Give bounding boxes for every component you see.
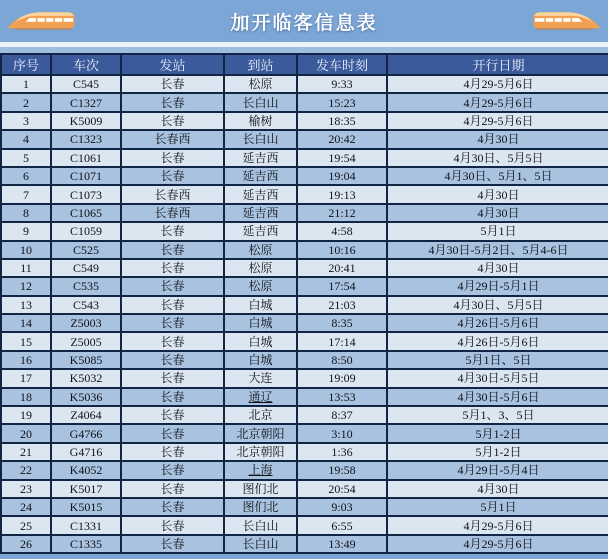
- cell-to: 松原: [224, 241, 297, 259]
- cell-dates: 4月29-5月6日: [387, 516, 608, 534]
- cell-train: K5017: [51, 480, 121, 498]
- column-header-dates: 开行日期: [387, 54, 608, 75]
- cell-time: 19:58: [297, 461, 387, 479]
- cell-from: 长春: [121, 498, 224, 516]
- cell-from: 长春西: [121, 130, 224, 148]
- cell-from: 长春西: [121, 204, 224, 222]
- train-right-icon: [532, 7, 602, 35]
- cell-from: 长春: [121, 241, 224, 259]
- cell-from: 长春: [121, 480, 224, 498]
- cell-seq: 26: [1, 535, 51, 553]
- cell-to: 长白山: [224, 93, 297, 111]
- banner: [0, 0, 608, 42]
- cell-to: 北京朝阳: [224, 443, 297, 461]
- cell-seq: 24: [1, 498, 51, 516]
- cell-seq: 14: [1, 314, 51, 332]
- cell-to: 上海: [224, 461, 297, 479]
- cell-seq: 18: [1, 388, 51, 406]
- column-header-from: 发站: [121, 54, 224, 75]
- cell-dates: 5月1日、5日: [387, 351, 608, 369]
- cell-time: 3:10: [297, 424, 387, 442]
- cell-from: 长春: [121, 296, 224, 314]
- cell-dates: 4月26日-5月6日: [387, 314, 608, 332]
- cell-from: 长春: [121, 149, 224, 167]
- cell-seq: 12: [1, 277, 51, 295]
- cell-from: 长春: [121, 388, 224, 406]
- cell-train: K5015: [51, 498, 121, 516]
- cell-dates: 5月1日: [387, 498, 608, 516]
- cell-train: K5009: [51, 112, 121, 130]
- cell-time: 13:49: [297, 535, 387, 553]
- cell-time: 13:53: [297, 388, 387, 406]
- cell-dates: 4月30日-5月2日、5月4-6日: [387, 241, 608, 259]
- cell-to: 白城: [224, 314, 297, 332]
- cell-time: 8:35: [297, 314, 387, 332]
- cell-from: 长春: [121, 167, 224, 185]
- cell-dates: 4月29-5月6日: [387, 112, 608, 130]
- cell-time: 19:13: [297, 185, 387, 203]
- cell-seq: 7: [1, 185, 51, 203]
- cell-time: 20:54: [297, 480, 387, 498]
- cell-dates: 4月30日: [387, 204, 608, 222]
- cell-seq: 15: [1, 332, 51, 350]
- table-row: [1, 259, 608, 277]
- cell-train: Z5005: [51, 332, 121, 350]
- cell-from: 长春: [121, 222, 224, 240]
- cell-to: 延吉西: [224, 149, 297, 167]
- cell-train: C535: [51, 277, 121, 295]
- cell-to: 白城: [224, 332, 297, 350]
- cell-to: 松原: [224, 75, 297, 93]
- cell-time: 17:54: [297, 277, 387, 295]
- cell-train: C1065: [51, 204, 121, 222]
- schedule-table: [0, 53, 608, 554]
- cell-seq: 5: [1, 149, 51, 167]
- cell-time: 6:55: [297, 516, 387, 534]
- cell-to: 松原: [224, 259, 297, 277]
- cell-train: K5036: [51, 388, 121, 406]
- cell-from: 长春西: [121, 185, 224, 203]
- cell-train: C1327: [51, 93, 121, 111]
- cell-seq: 19: [1, 406, 51, 424]
- cell-to: 通辽: [224, 388, 297, 406]
- table-row: [1, 149, 608, 167]
- column-header-train: 车次: [51, 54, 121, 75]
- column-header-to: 到站: [224, 54, 297, 75]
- table-row: [1, 222, 608, 240]
- cell-time: 1:36: [297, 443, 387, 461]
- cell-time: 8:37: [297, 406, 387, 424]
- cell-from: 长春: [121, 535, 224, 553]
- table-row: [1, 204, 608, 222]
- cell-train: K5032: [51, 369, 121, 387]
- cell-from: 长春: [121, 516, 224, 534]
- table-row: [1, 424, 608, 442]
- cell-time: 21:12: [297, 204, 387, 222]
- table-row: [1, 388, 608, 406]
- column-header-time: 发车时刻: [297, 54, 387, 75]
- cell-train: K5085: [51, 351, 121, 369]
- cell-to: 延吉西: [224, 204, 297, 222]
- cell-train: C1061: [51, 149, 121, 167]
- cell-to: 松原: [224, 277, 297, 295]
- cell-dates: 4月30日-5月5日: [387, 369, 608, 387]
- table-row: [1, 480, 608, 498]
- cell-to: 北京朝阳: [224, 424, 297, 442]
- cell-dates: 5月1、3、5日: [387, 406, 608, 424]
- cell-to: 延吉西: [224, 222, 297, 240]
- cell-dates: 5月1-2日: [387, 443, 608, 461]
- table-row: [1, 516, 608, 534]
- cell-seq: 3: [1, 112, 51, 130]
- cell-time: 20:41: [297, 259, 387, 277]
- cell-time: 9:33: [297, 75, 387, 93]
- train-left-icon: [6, 7, 76, 35]
- cell-train: C1331: [51, 516, 121, 534]
- cell-from: 长春: [121, 461, 224, 479]
- cell-seq: 20: [1, 424, 51, 442]
- cell-dates: 4月29日-5月4日: [387, 461, 608, 479]
- cell-dates: 4月30日、5月5日: [387, 296, 608, 314]
- cell-time: 19:54: [297, 149, 387, 167]
- cell-to: 延吉西: [224, 167, 297, 185]
- cell-seq: 16: [1, 351, 51, 369]
- cell-to: 白城: [224, 296, 297, 314]
- cell-time: 10:16: [297, 241, 387, 259]
- cell-seq: 21: [1, 443, 51, 461]
- cell-time: 19:09: [297, 369, 387, 387]
- cell-to: 长白山: [224, 130, 297, 148]
- cell-time: 15:23: [297, 93, 387, 111]
- cell-from: 长春: [121, 332, 224, 350]
- cell-from: 长春: [121, 369, 224, 387]
- cell-from: 长春: [121, 351, 224, 369]
- cell-to: 延吉西: [224, 185, 297, 203]
- cell-seq: 4: [1, 130, 51, 148]
- cell-dates: 4月30日: [387, 185, 608, 203]
- cell-dates: 4月30日: [387, 259, 608, 277]
- cell-dates: 4月30日: [387, 480, 608, 498]
- cell-seq: 2: [1, 93, 51, 111]
- cell-from: 长春: [121, 277, 224, 295]
- cell-dates: 4月30日: [387, 130, 608, 148]
- cell-seq: 6: [1, 167, 51, 185]
- cell-time: 8:50: [297, 351, 387, 369]
- cell-train: C543: [51, 296, 121, 314]
- cell-dates: 4月30日、5月5日: [387, 149, 608, 167]
- cell-to: 白城: [224, 351, 297, 369]
- cell-seq: 22: [1, 461, 51, 479]
- cell-train: Z4064: [51, 406, 121, 424]
- cell-to: 长白山: [224, 535, 297, 553]
- table-row: [1, 185, 608, 203]
- table-row: [1, 498, 608, 516]
- cell-from: 长春: [121, 93, 224, 111]
- table-row: [1, 93, 608, 111]
- cell-train: G4716: [51, 443, 121, 461]
- cell-train: C1059: [51, 222, 121, 240]
- cell-to: 榆树: [224, 112, 297, 130]
- cell-to: 图们北: [224, 480, 297, 498]
- cell-train: C1071: [51, 167, 121, 185]
- cell-train: C525: [51, 241, 121, 259]
- table-row: [1, 535, 608, 553]
- cell-dates: 4月29-5月6日: [387, 93, 608, 111]
- cell-from: 长春: [121, 314, 224, 332]
- cell-train: C549: [51, 259, 121, 277]
- table-row: [1, 314, 608, 332]
- cell-seq: 17: [1, 369, 51, 387]
- cell-dates: 5月1-2日: [387, 424, 608, 442]
- table-row: [1, 112, 608, 130]
- cell-seq: 25: [1, 516, 51, 534]
- table-row: [1, 75, 608, 93]
- cell-dates: 4月30日-5月6日: [387, 388, 608, 406]
- table-row: [1, 369, 608, 387]
- cell-from: 长春: [121, 259, 224, 277]
- cell-dates: 4月26日-5月6日: [387, 332, 608, 350]
- cell-dates: 4月29-5月6日: [387, 75, 608, 93]
- cell-train: C545: [51, 75, 121, 93]
- table-row: [1, 167, 608, 185]
- cell-seq: 9: [1, 222, 51, 240]
- cell-train: C1073: [51, 185, 121, 203]
- cell-seq: 8: [1, 204, 51, 222]
- cell-from: 长春: [121, 75, 224, 93]
- table-row: [1, 277, 608, 295]
- cell-time: 4:58: [297, 222, 387, 240]
- cell-seq: 10: [1, 241, 51, 259]
- cell-from: 长春: [121, 406, 224, 424]
- cell-from: 长春: [121, 443, 224, 461]
- cell-dates: 4月29日-5月1日: [387, 277, 608, 295]
- cell-from: 长春: [121, 112, 224, 130]
- table-row: [1, 443, 608, 461]
- cell-to: 大连: [224, 369, 297, 387]
- table-row: [1, 130, 608, 148]
- cell-train: K4052: [51, 461, 121, 479]
- cell-time: 19:04: [297, 167, 387, 185]
- cell-time: 20:42: [297, 130, 387, 148]
- cell-dates: 4月29-5月6日: [387, 535, 608, 553]
- cell-seq: 13: [1, 296, 51, 314]
- cell-dates: 4月30日、5月1、5日: [387, 167, 608, 185]
- cell-time: 17:14: [297, 332, 387, 350]
- cell-train: C1323: [51, 130, 121, 148]
- page-title: 加开临客信息表: [230, 12, 378, 34]
- table-row: [1, 351, 608, 369]
- cell-seq: 1: [1, 75, 51, 93]
- cell-seq: 11: [1, 259, 51, 277]
- cell-from: 长春: [121, 424, 224, 442]
- column-header-seq: 序号: [1, 54, 51, 75]
- table-row: [1, 461, 608, 479]
- cell-train: G4766: [51, 424, 121, 442]
- cell-to: 北京: [224, 406, 297, 424]
- cell-to: 图们北: [224, 498, 297, 516]
- table-header-row: [1, 54, 608, 75]
- cell-dates: 5月1日: [387, 222, 608, 240]
- cell-time: 18:35: [297, 112, 387, 130]
- cell-time: 9:03: [297, 498, 387, 516]
- table-row: [1, 332, 608, 350]
- cell-seq: 23: [1, 480, 51, 498]
- table-body: [1, 75, 608, 553]
- table-row: [1, 296, 608, 314]
- table-row: [1, 406, 608, 424]
- cell-time: 21:03: [297, 296, 387, 314]
- table-row: [1, 241, 608, 259]
- cell-to: 长白山: [224, 516, 297, 534]
- cell-train: Z5003: [51, 314, 121, 332]
- cell-train: C1335: [51, 535, 121, 553]
